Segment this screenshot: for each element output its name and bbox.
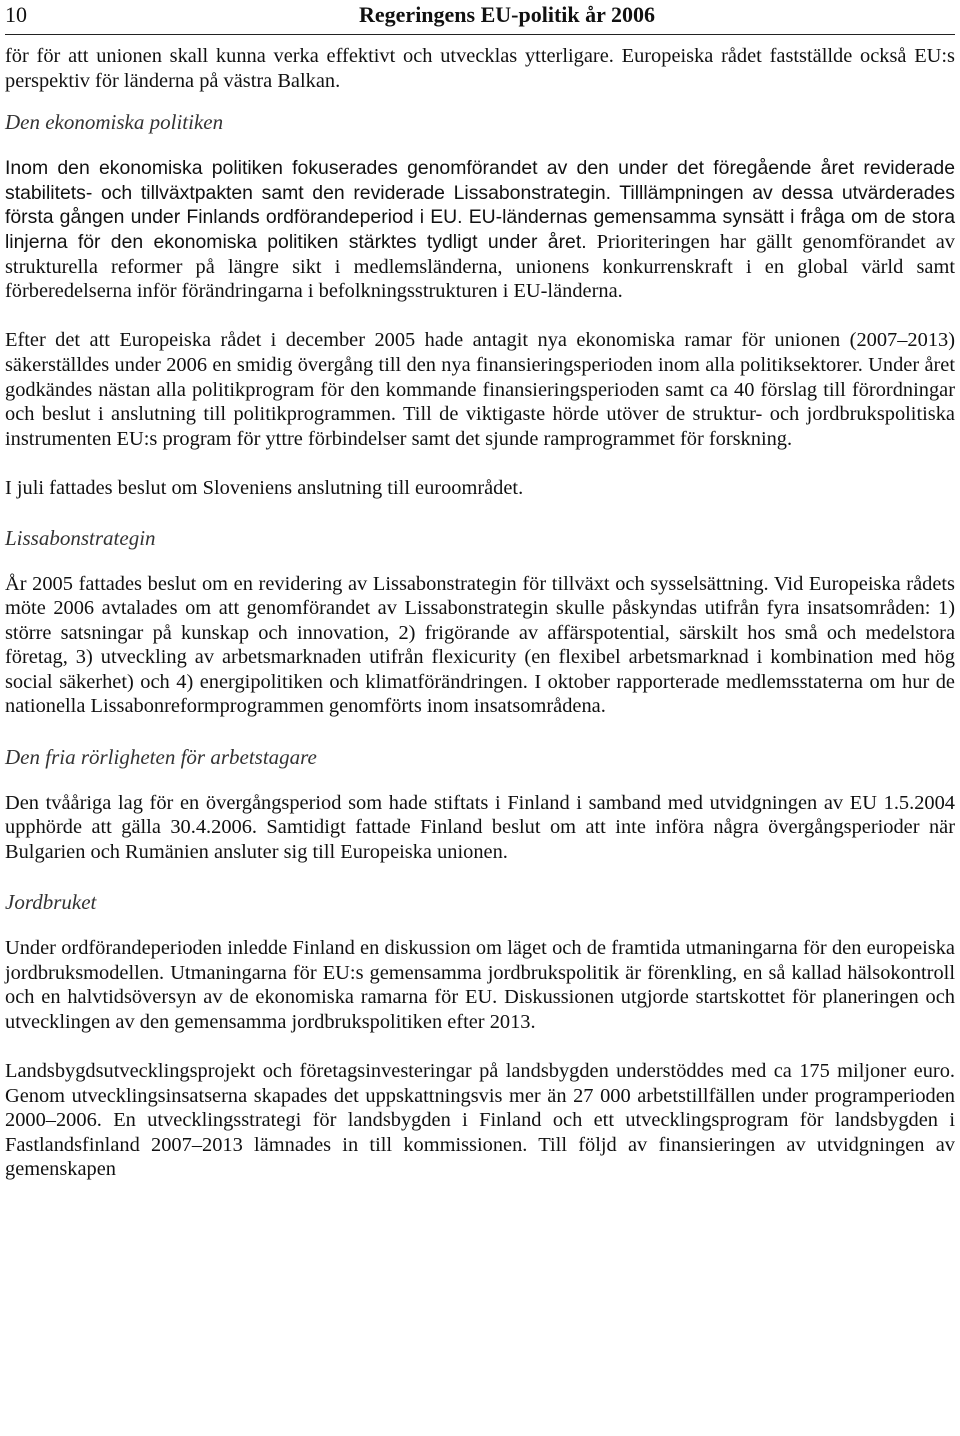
section-heading-lisbon: Lissabonstrategin: [5, 525, 156, 550]
paragraph-economic-policy-2: Efter det att Europeiska rådet i december 2005 hade antagit nya ekonomiska ramar för unionen (2007–2013) säkerställdes under 2006 en smidig övergång till den nya finansieringsperioden inom alla politiksektorer. Under året godkändes nästan alla politikprogram för den kommande finansieringsperioden samt ca 40 förslag till förordningar och beslut i anslutning till politikprogrammen. Till de viktigaste hörde utöver de struktur- och jordbrukspolitiska instrumenten EU:s program för yttre förbindelser samt det sjunde ramprogrammet för forskning.: [5, 329, 955, 450]
intro-paragraph: för för att unionen skall kunna verka effektivt och utvecklas ytterligare. Europeiska rådet fastställde också EU:s perspektiv för länderna på västra Balkan.: [5, 45, 955, 92]
section-heading-economic-policy: Den ekonomiska politiken: [5, 110, 224, 135]
document-page: [5, 0, 955, 1207]
page-header: [5, 0, 955, 35]
section-heading-agriculture: Jordbruket: [5, 890, 97, 915]
page-number: 10: [5, 2, 27, 27]
paragraph-free-movement-1: Den tvååriga lag för en övergångsperiod som hade stiftats i Finland i samband med utvidgningen av EU 1.5.2004 upphörde att gälla 30.4.2006. Samtidigt fattade Finland beslut om att inte införa några övergångsperioder när Bulgarien och Rumänien ansluter sig till Europeiska unionen.: [5, 791, 955, 863]
paragraph-agriculture-1: Under ordförandeperioden inledde Finland en diskussion om läget och de framtida utmaningarna för den europeiska jordbruksmodellen. Utmaningarna för EU:s gemensamma jordbrukspolitik är förenkling, en så kallad hälsokontroll och en halvtidsöversyn av de ekonomiska ramarna för EU. Diskussionen utgjorde startskottet för planeringen och utvecklingen av den gemensamma jordbrukspolitiken efter 2013.: [5, 937, 955, 1033]
page-content: [5, 44, 955, 1182]
paragraph-economic-policy-1-serif: Prioriteringen har gällt genomförandet av strukturella reformer på längre sikt i medlemsländerna, unionens konkurrenskraft i en global värld samt förberedelserna inför förändringarna i befolkningsstrukturen i EU-länderna.: [5, 230, 955, 303]
paragraph-economic-policy-1-sans: Inom den ekonomiska politiken fokuserades genomförandet av den under det föregående året reviderade stabilitets- och tillväxtpakten samt den reviderade Lissabonstrategin. Tilllämpningen av dessa utvärderades första gången under Finlands ordförandeperiod i EU. EU-ländernas gemensamma synsätt i fråga om de stora linjerna för den ekonomiska politiken stärktes tydligt under året.: [5, 157, 955, 253]
paragraph-economic-policy-1: [5, 156, 955, 304]
running-title: Regeringens EU-politik år 2006: [359, 2, 655, 27]
paragraph-economic-policy-3: I juli fattades beslut om Sloveniens anslutning till euroområdet.: [5, 476, 524, 499]
section-heading-free-movement: Den fria rörligheten för arbetstagare: [5, 744, 317, 769]
paragraph-agriculture-2: Landsbygdsutvecklingsprojekt och företagsinvesteringar på landsbygden understöddes med ca 175 miljoner euro. Genom utvecklingsinsatserna skapades det uppskattningsvis mer än 27 000 arbetstillfällen under programperioden 2000–2006. En utvecklingsstrategi för landsbygden i Finland och ett utvecklingsprogram för landsbygden i Fastlandsfinland 2007–2013 lämnades in till kommissionen. Till följd av finansieringen av utvidgningen av gemenskapen: [5, 1060, 955, 1181]
paragraph-lisbon-1: År 2005 fattades beslut om en revidering av Lissabonstrategin för tillväxt och sysselsättning. Vid Europeiska rådets möte 2006 avtalades om att genomförandet av Lissabonstrategin skulle påskyndas utifrån fyra insatsområden: 1) större satsningar på kunskap och innovation, 2) frigörande av affärspotential, särskilt hos små och medelstora företag, 3) utveckling av arbetsmarknaden utifrån flexicurity (en flexibel arbetsmarknad i kombination med hög social säkerhet) och 4) energipolitiken och klimatförändringen. I oktober rapporterade medlemsstaterna om hur de nationella Lissabonreformprogrammen genomförts inom insatsområdena.: [5, 572, 955, 718]
